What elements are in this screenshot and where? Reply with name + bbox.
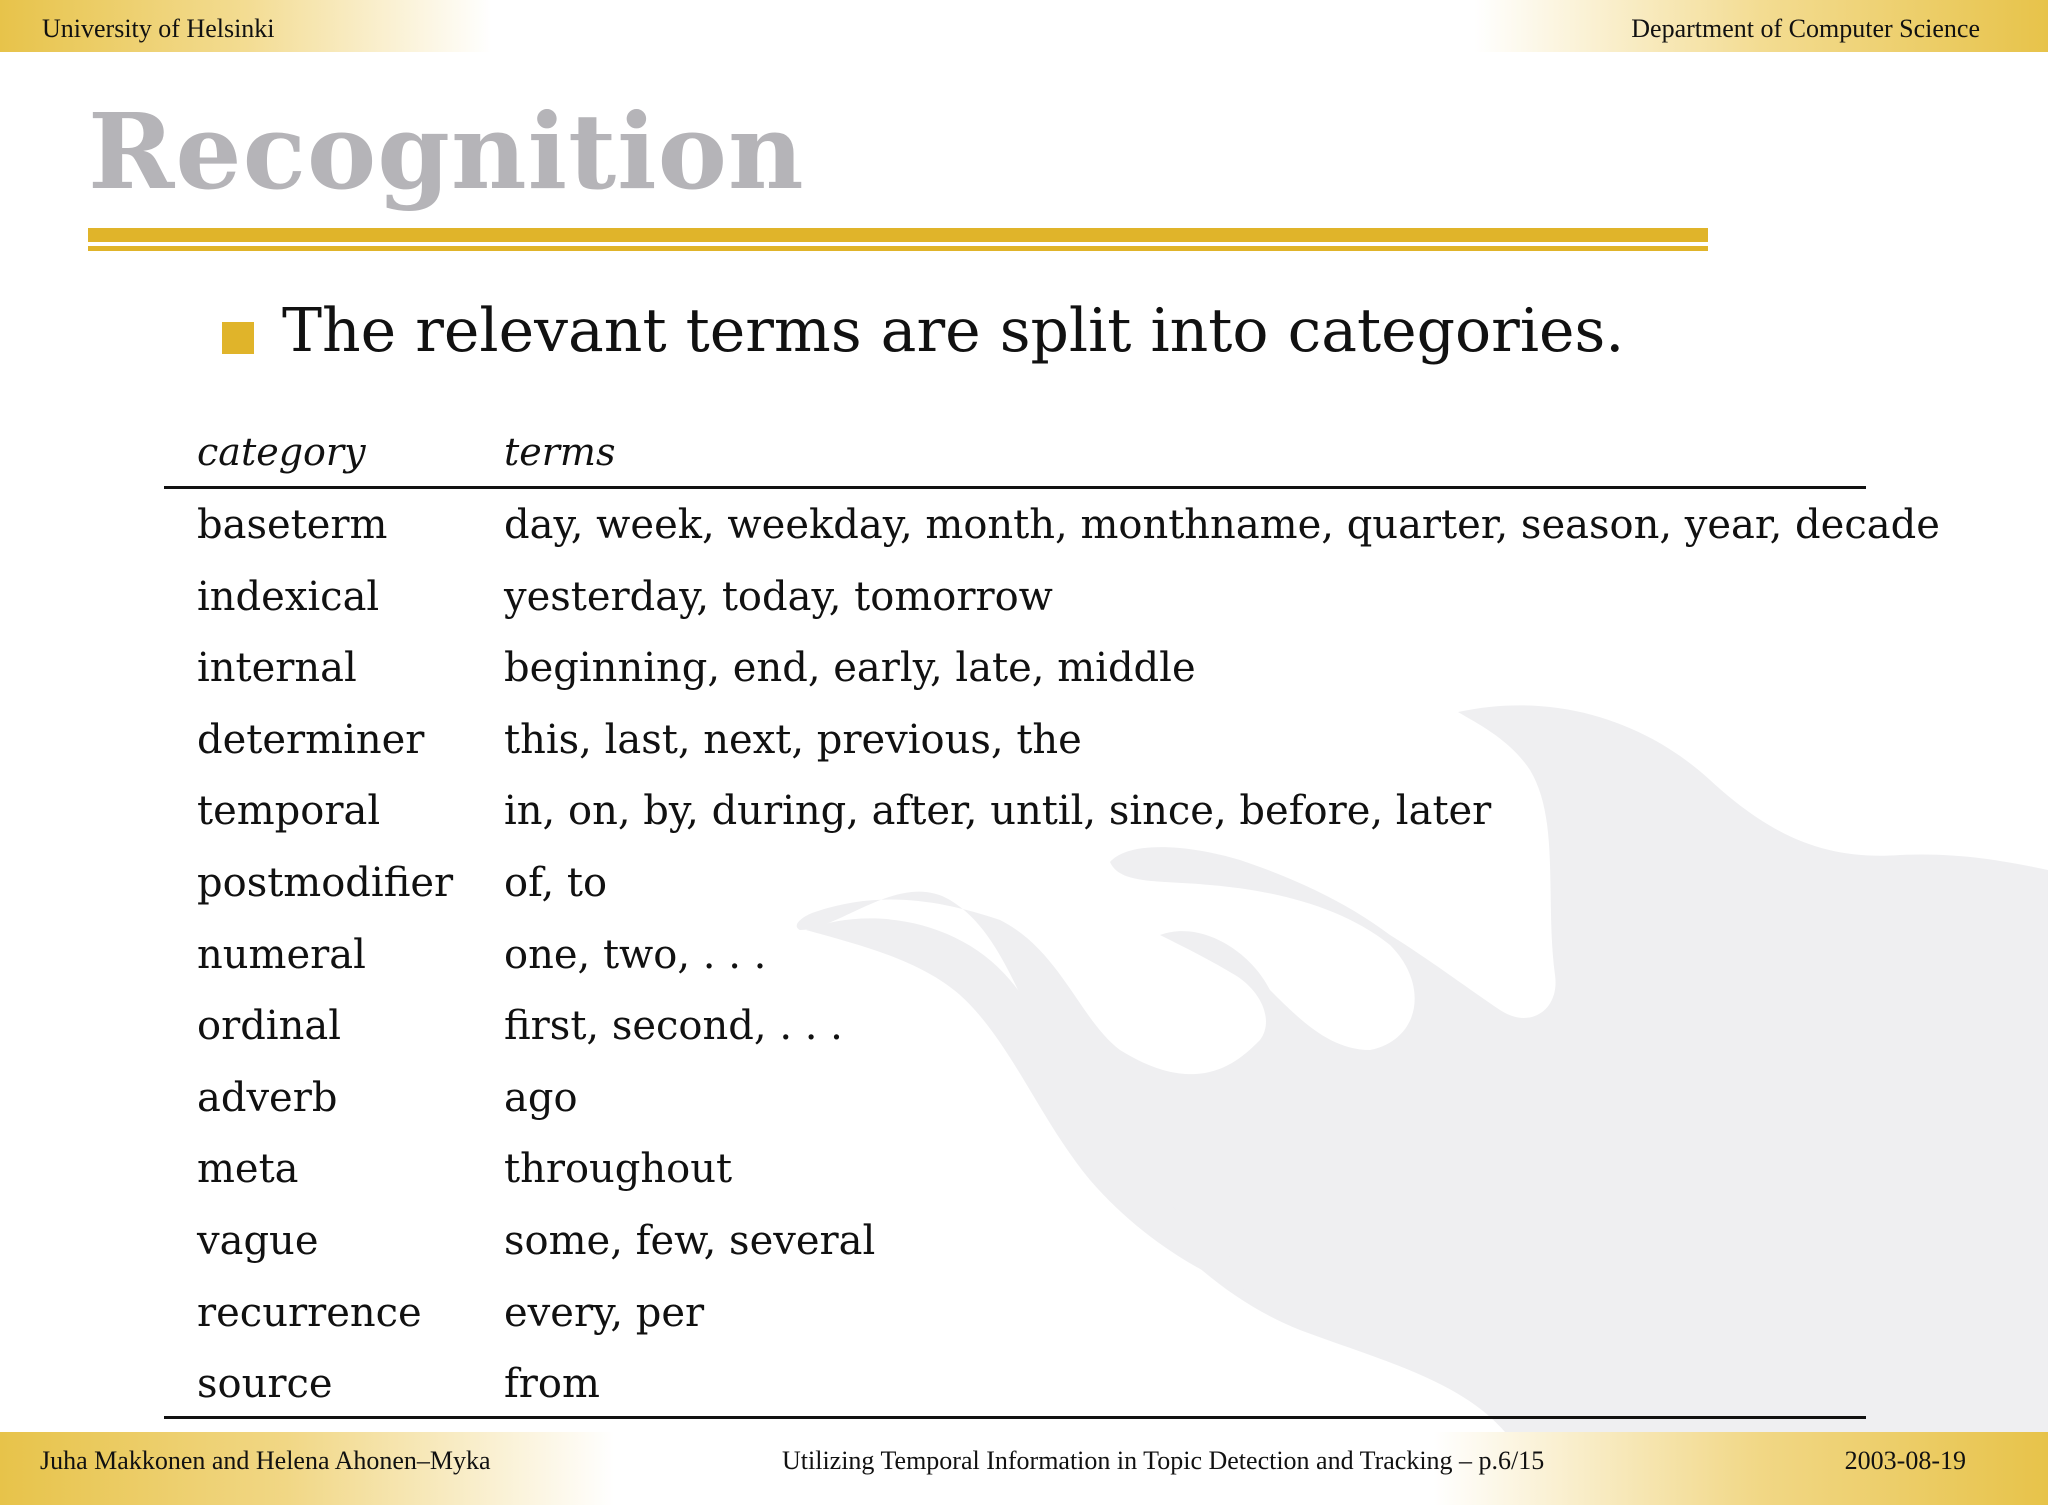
table-row — [164, 1211, 1866, 1283]
footer-authors: Juha Makkonen and Helena Ahonen–Myka — [40, 1446, 491, 1475]
category-cell: ordinal — [197, 1003, 342, 1050]
terms-cell: of, to — [504, 859, 608, 906]
header-university: University of Helsinki — [42, 14, 275, 43]
table-row — [164, 853, 1866, 925]
terms-cell: beginning, end, early, late, middle — [504, 645, 1196, 692]
category-cell: baseterm — [197, 502, 388, 548]
terms-cell: ago — [504, 1074, 578, 1121]
column-header-category: category — [197, 430, 366, 474]
category-cell: adverb — [197, 1074, 338, 1121]
table-row — [164, 1068, 1866, 1140]
terms-cell: throughout — [504, 1146, 733, 1193]
table-row — [164, 1139, 1866, 1211]
bullet-square-icon — [222, 322, 254, 354]
terms-cell: yesterday, today, tomorrow — [504, 573, 1053, 620]
table-row — [164, 638, 1866, 710]
bullet-text: The relevant terms are split into categories. — [282, 296, 1625, 366]
column-header-terms: terms — [504, 430, 616, 474]
title-underline-thin — [88, 246, 1708, 251]
terms-cell: in, on, by, during, after, until, since, before, later — [504, 788, 1492, 835]
category-cell: internal — [197, 645, 357, 692]
terms-cell: every, per — [504, 1289, 705, 1336]
footer-title-page: Utilizing Temporal Information in Topic Detection and Tracking – p.6/15 — [782, 1446, 1545, 1475]
table-row — [164, 567, 1866, 639]
table-row — [164, 996, 1866, 1068]
category-cell: meta — [197, 1146, 299, 1193]
table-bottom-rule — [164, 1416, 1866, 1419]
table-row — [164, 495, 1940, 567]
category-cell: recurrence — [197, 1289, 422, 1336]
terms-cell: from — [504, 1361, 600, 1408]
table-top-rule — [164, 486, 1866, 489]
slide-title: Recognition — [88, 90, 805, 213]
table-row — [164, 925, 1866, 997]
table-row — [164, 781, 1866, 853]
table-row — [164, 710, 1866, 782]
header-department: Department of Computer Science — [1631, 14, 1980, 43]
category-cell: determiner — [197, 716, 425, 763]
terms-cell: this, last, next, previous, the — [504, 716, 1082, 763]
category-cell: indexical — [197, 573, 380, 620]
terms-cell: day, week, weekday, month, monthname, quarter, season, year, decade — [504, 502, 1940, 548]
category-cell: temporal — [197, 788, 381, 835]
title-underline — [88, 228, 1708, 242]
category-cell: source — [197, 1361, 333, 1408]
table-row — [164, 1283, 1866, 1355]
category-cell: numeral — [197, 931, 366, 978]
terms-cell: first, second, . . . — [504, 1003, 843, 1050]
terms-cell: some, few, several — [504, 1217, 876, 1264]
category-cell: vague — [197, 1217, 319, 1264]
table-body — [164, 495, 1940, 1426]
category-cell: postmodifier — [197, 859, 454, 906]
table-row — [164, 1354, 1866, 1426]
terms-cell: one, two, . . . — [504, 931, 767, 978]
footer-date: 2003-08-19 — [1844, 1446, 1966, 1475]
